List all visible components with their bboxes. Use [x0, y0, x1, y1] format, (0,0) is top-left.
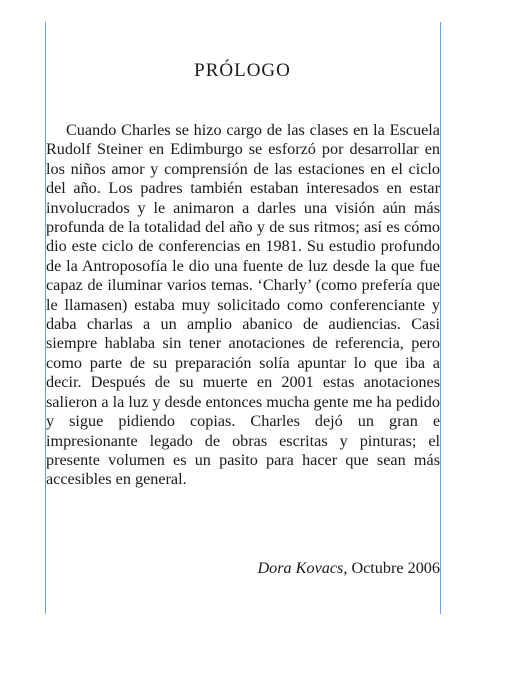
prologue-body: Cuando Charles se hizo cargo de las clases en la Escuela Rudolf Steiner en Edimburgo se esforzó por desarrollar en los niños amor y comprensión de las estaciones en el ciclo del año. Los padres también estaban interesados en estar involucrados y le animaron a darles una visión aún más profunda de la totalidad del año y de sus ritmos; así es cómo dio este ciclo de conferencias en 1981. Su estudio profundo de la Antroposofía le dio una fuente de luz desde la que fue capaz de iluminar varios temas. ‘Charly’ (como prefería que le llamasen) estaba muy solicitado como conferenciante y daba charlas a un amplio abanico de audiencias. Casi siempre hablaba sin tener anotaciones de referencia, pero como parte de su preparación solía apuntar lo que iba a decir. Después de su muerte en 2001 estas anotaciones salieron a la luz y desde entonces mucha gente me ha pedido y sigue pidiendo copias. Charles dejó un gran e impresionante legado de obras escritas y pinturas; el presente volumen es un pasito para hacer que sean más accesibles en general. [46, 121, 440, 489]
signature [46, 559, 440, 578]
page-title: PRÓLOGO [194, 60, 291, 81]
signature-author: Dora Kovacs [257, 559, 344, 577]
right-margin-guide [440, 22, 441, 614]
signature-date: , Octubre 2006 [343, 559, 440, 577]
